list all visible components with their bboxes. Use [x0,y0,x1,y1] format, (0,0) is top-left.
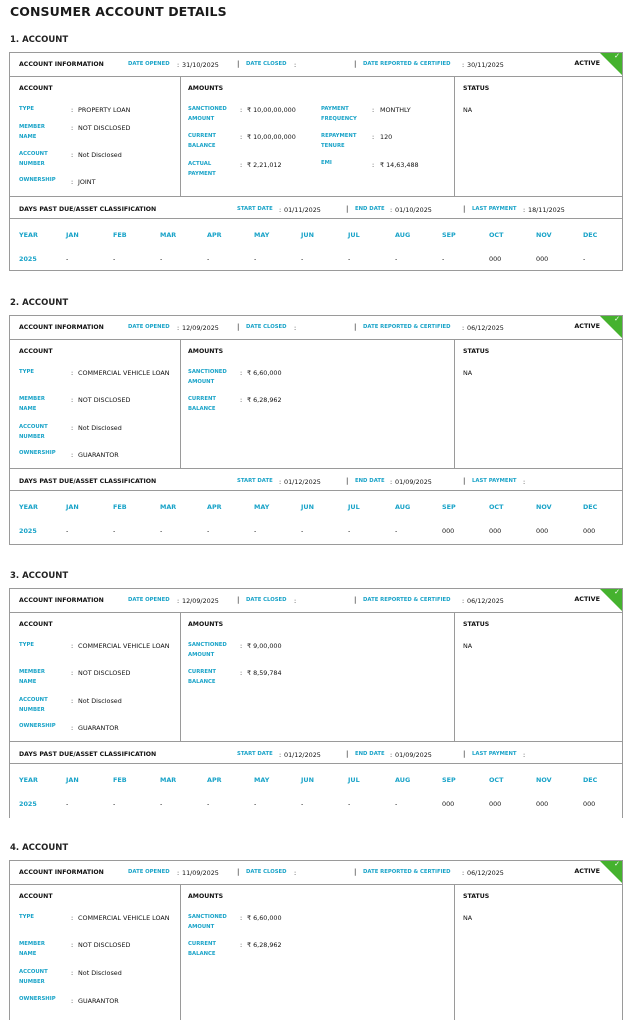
dpd-cell: - [301,800,304,808]
member-name-label: MEMBER NAME [19,669,45,685]
month-header: FEB [113,503,127,511]
ownership-label: OWNERSHIP [19,996,56,1002]
status-value: NA [463,642,473,650]
date-opened-label: DATE OPENED [128,869,170,875]
account-info-title: ACCOUNT INFORMATION [19,324,104,331]
member-name-label: MEMBER NAME [19,396,45,412]
column-divider [180,885,181,1020]
month-header: NOV [536,503,552,511]
month-header: JAN [66,776,79,784]
dpd-months-table [10,492,622,542]
end-date-value: 01/09/2025 [395,478,432,486]
section-heading: 2. ACCOUNT [10,298,69,308]
dpd-title: DAYS PAST DUE/ASSET CLASSIFICATION [19,478,157,485]
check-icon: ✓ [614,588,620,596]
last-payment-label: LAST PAYMENT [472,478,517,484]
start-date-label: START DATE [237,206,273,212]
sanctioned-amount-label: SANCTIONED AMOUNT [188,369,227,385]
status-badge: ACTIVE [574,595,600,603]
amounts-column-title: AMOUNTS [188,893,224,900]
dpd-cell: 000 [583,527,596,535]
date-reported-label: DATE REPORTED & CERTIFIED [363,597,451,603]
type-value: COMMERCIAL VEHICLE LOAN [78,914,170,922]
dpd-months-table [10,765,622,815]
amounts-column-title: AMOUNTS [188,348,224,355]
month-header: SEP [442,503,456,511]
month-header: JUL [348,231,360,239]
month-header: FEB [113,776,127,784]
status-badge: ACTIVE [574,322,600,330]
month-header: MAR [160,231,177,239]
year-value: 2025 [19,800,37,808]
date-closed-label: DATE CLOSED [246,869,287,875]
account-column-title: ACCOUNT [19,85,53,92]
month-header: JAN [66,231,79,239]
current-balance-value: ₹ 10,00,00,000 [247,133,296,141]
dpd-header-row: DAYS PAST DUE/ASSET CLASSIFICATION START DATE : 01/12/2025 | END DATE : 01/09/2025 | LAST PAYMENT : [10,742,622,764]
dpd-cell: 000 [536,255,549,263]
date-opened-value: 12/09/2025 [182,597,219,605]
column-divider [180,340,181,468]
current-balance-label: CURRENT BALANCE [188,396,217,412]
month-header: OCT [489,503,504,511]
ownership-value: GUARANTOR [78,451,119,459]
dpd-cell: - [113,527,116,535]
account-number-label: ACCOUNT NUMBER [19,424,48,440]
date-reported-value: 06/12/2025 [467,324,504,332]
date-closed-label: DATE CLOSED [246,324,287,330]
dpd-cell: - [160,527,163,535]
start-date-value: 01/11/2025 [284,206,321,214]
last-payment-label: LAST PAYMENT [472,206,517,212]
status-value: NA [463,369,473,377]
type-value: COMMERCIAL VEHICLE LOAN [78,642,170,650]
member-name-value: NOT DISCLOSED [78,941,131,949]
sanctioned-amount-label: SANCTIONED AMOUNT [188,914,227,930]
status-column-title: STATUS [463,893,490,900]
status-value: NA [463,106,473,114]
ownership-value: GUARANTOR [78,997,119,1005]
dpd-cell: - [395,800,398,808]
start-date-label: START DATE [237,478,273,484]
account-number-value: Not Disclosed [78,424,122,432]
account-info-row: ACCOUNT INFORMATION DATE OPENED : 31/10/2025 | DATE CLOSED : | DATE REPORTED & CERTIFIED : 30/11/2025 ACTIVE ✓ [10,53,622,77]
column-divider [454,77,455,196]
month-header: AUG [395,776,411,784]
month-header: FEB [113,231,127,239]
repayment-tenure-label: REPAYMENT TENURE [321,133,357,149]
start-date-value: 01/12/2025 [284,478,321,486]
dpd-cell: - [113,800,116,808]
member-name-value: NOT DISCLOSED [78,669,131,677]
dpd-cell: - [254,255,257,263]
date-reported-label: DATE REPORTED & CERTIFIED [363,324,451,330]
date-opened-label: DATE OPENED [128,324,170,330]
month-header: MAY [254,503,270,511]
sanctioned-amount-value: ₹ 6,60,000 [247,369,282,377]
account-column-title: ACCOUNT [19,348,53,355]
account-number-value: Not Disclosed [78,969,122,977]
dpd-cell: - [348,800,351,808]
check-icon: ✓ [614,315,620,323]
sanctioned-amount-value: ₹ 6,60,000 [247,914,282,922]
year-value: 2025 [19,527,37,535]
column-divider [180,77,181,196]
dpd-cell: - [160,800,163,808]
dpd-cell: - [442,255,445,263]
account-card [9,315,623,545]
emi-value: ₹ 14,63,488 [380,161,419,169]
date-reported-value: 06/12/2025 [467,869,504,877]
dpd-cell: 000 [489,527,502,535]
payment-frequency-value: MONTHLY [380,106,411,114]
dpd-cell: - [395,255,398,263]
type-label: TYPE [19,369,34,375]
current-balance-value: ₹ 8,59,784 [247,669,282,677]
member-name-value: NOT DISCLOSED [78,124,131,132]
account-number-value: Not Disclosed [78,697,122,705]
column-divider [180,613,181,741]
month-header: DEC [583,776,598,784]
emi-label: EMI [321,160,332,166]
account-body: ACCOUNT AMOUNTS STATUS TYPE : COMMERCIAL VEHICLE LOAN MEMBER NAME : NOT DISCLOSED ACCOUNT NUMBER : Not Disclosed OWNERSHIP : GUARANTOR SANCTIONED AMOUNT : ₹ 9,00,000 CURRENT BALANCE : ₹ 8,59,784 NA [10,613,622,742]
date-opened-label: DATE OPENED [128,597,170,603]
account-body: ACCOUNT AMOUNTS STATUS TYPE : COMMERCIAL VEHICLE LOAN MEMBER NAME : NOT DISCLOSED ACCOUNT NUMBER : Not Disclosed OWNERSHIP : GUARANTOR SANCTIONED AMOUNT : ₹ 6,60,000 CURRENT BALANCE : ₹ 6,28,962 NA [10,885,622,1020]
current-balance-label: CURRENT BALANCE [188,669,217,685]
member-name-value: NOT DISCLOSED [78,396,131,404]
year-value: 2025 [19,255,37,263]
dpd-cell: - [348,527,351,535]
section-heading: 3. ACCOUNT [10,571,69,581]
account-info-row: ACCOUNT INFORMATION DATE OPENED : 12/09/2025 | DATE CLOSED : | DATE REPORTED & CERTIFIED : 06/12/2025 ACTIVE ✓ [10,316,622,340]
check-icon: ✓ [614,52,620,60]
year-header: YEAR [19,503,38,511]
account-card [9,52,623,271]
dpd-cell: - [113,255,116,263]
column-divider [454,613,455,741]
repayment-tenure-value: 120 [380,133,393,141]
dpd-cell: 000 [583,800,596,808]
status-column-title: STATUS [463,348,490,355]
ownership-value: GUARANTOR [78,724,119,732]
date-reported-label: DATE REPORTED & CERTIFIED [363,869,451,875]
last-payment-value: 18/11/2025 [528,206,565,214]
account-info-title: ACCOUNT INFORMATION [19,61,104,68]
month-header: AUG [395,503,411,511]
month-header: APR [207,503,222,511]
date-closed-label: DATE CLOSED [246,597,287,603]
last-payment-label: LAST PAYMENT [472,751,517,757]
page-title: CONSUMER ACCOUNT DETAILS [10,4,227,19]
sanctioned-amount-label: SANCTIONED AMOUNT [188,106,227,122]
dpd-cell: - [160,255,163,263]
account-info-row: ACCOUNT INFORMATION DATE OPENED : 12/09/2025 | DATE CLOSED : | DATE REPORTED & CERTIFIED : 06/12/2025 ACTIVE ✓ [10,589,622,613]
account-column-title: ACCOUNT [19,893,53,900]
ownership-label: OWNERSHIP [19,450,56,456]
type-value: COMMERCIAL VEHICLE LOAN [78,369,170,377]
account-info-row: ACCOUNT INFORMATION DATE OPENED : 11/09/2025 | DATE CLOSED : | DATE REPORTED & CERTIFIED : 06/12/2025 ACTIVE ✓ [10,861,622,885]
member-name-label: MEMBER NAME [19,941,45,957]
dpd-cell: - [301,527,304,535]
month-header: MAY [254,231,270,239]
month-header: SEP [442,776,456,784]
month-header: APR [207,231,222,239]
date-reported-label: DATE REPORTED & CERTIFIED [363,61,451,67]
date-reported-value: 06/12/2025 [467,597,504,605]
dpd-cell: - [66,527,69,535]
end-date-value: 01/09/2025 [395,751,432,759]
dpd-cell: - [348,255,351,263]
current-balance-label: CURRENT BALANCE [188,941,217,957]
status-badge: ACTIVE [574,867,600,875]
month-header: SEP [442,231,456,239]
month-header: MAY [254,776,270,784]
member-name-label: MEMBER NAME [19,124,45,140]
dpd-cell: - [254,800,257,808]
ownership-value: JOINT [78,178,96,186]
dpd-cell: 000 [536,800,549,808]
month-header: JUL [348,503,360,511]
account-column-title: ACCOUNT [19,621,53,628]
end-date-label: END DATE [355,206,385,212]
actual-payment-label: ACTUAL PAYMENT [188,161,216,177]
type-label: TYPE [19,914,34,920]
account-info-title: ACCOUNT INFORMATION [19,869,104,876]
dpd-cell: 000 [489,800,502,808]
month-header: MAR [160,776,177,784]
end-date-value: 01/10/2025 [395,206,432,214]
dpd-cell: - [395,527,398,535]
account-body: ACCOUNT AMOUNTS STATUS TYPE : PROPERTY LOAN MEMBER NAME : NOT DISCLOSED ACCOUNT NUMBER : Not Disclosed OWNERSHIP : JOINT SANCTIONED AMOUNT : ₹ 10,00,00,000 CURRENT BALANCE : ₹ 10,00,00,000 ACTUAL PAYMENT : ₹ 2,21,012 PAYMENT FREQUENCY : MONTHLY REPAYMENT TENURE : 120 EMI : ₹ 14,63,488 NA [10,77,622,197]
month-header: OCT [489,776,504,784]
account-number-label: ACCOUNT NUMBER [19,151,48,167]
dpd-title: DAYS PAST DUE/ASSET CLASSIFICATION [19,751,157,758]
start-date-label: START DATE [237,751,273,757]
dpd-cell: - [66,800,69,808]
account-card [9,860,623,1020]
account-body: ACCOUNT AMOUNTS STATUS TYPE : COMMERCIAL VEHICLE LOAN MEMBER NAME : NOT DISCLOSED ACCOUNT NUMBER : Not Disclosed OWNERSHIP : GUARANTOR SANCTIONED AMOUNT : ₹ 6,60,000 CURRENT BALANCE : ₹ 6,28,962 NA [10,340,622,469]
dpd-cell: 000 [442,527,455,535]
dpd-cell: 000 [442,800,455,808]
status-value: NA [463,914,473,922]
dpd-title: DAYS PAST DUE/ASSET CLASSIFICATION [19,206,157,213]
dpd-header-row: DAYS PAST DUE/ASSET CLASSIFICATION START DATE : 01/12/2025 | END DATE : 01/09/2025 | LAST PAYMENT : [10,469,622,491]
dpd-cell: - [207,255,210,263]
amounts-column-title: AMOUNTS [188,85,224,92]
dpd-cell: - [207,800,210,808]
current-balance-value: ₹ 6,28,962 [247,396,282,404]
column-divider [454,340,455,468]
dpd-cell: - [66,255,69,263]
current-balance-label: CURRENT BALANCE [188,133,217,149]
dpd-cell: - [583,255,586,263]
account-info-title: ACCOUNT INFORMATION [19,597,104,604]
month-header: OCT [489,231,504,239]
account-number-label: ACCOUNT NUMBER [19,969,48,985]
date-opened-value: 12/09/2025 [182,324,219,332]
month-header: NOV [536,776,552,784]
dpd-header-row: DAYS PAST DUE/ASSET CLASSIFICATION START DATE : 01/11/2025 | END DATE : 01/10/2025 | LAST PAYMENT : 18/11/2025 [10,197,622,219]
check-icon: ✓ [614,860,620,868]
column-divider [454,885,455,1020]
sanctioned-amount-value: ₹ 9,00,000 [247,642,282,650]
start-date-value: 01/12/2025 [284,751,321,759]
date-opened-label: DATE OPENED [128,61,170,67]
month-header: JUN [301,776,314,784]
dpd-cell: - [254,527,257,535]
dpd-cell: - [301,255,304,263]
sanctioned-amount-value: ₹ 10,00,00,000 [247,106,296,114]
month-header: MAR [160,503,177,511]
end-date-label: END DATE [355,751,385,757]
type-value: PROPERTY LOAN [78,106,131,114]
end-date-label: END DATE [355,478,385,484]
actual-payment-value: ₹ 2,21,012 [247,161,282,169]
dpd-cell: 000 [489,255,502,263]
type-label: TYPE [19,106,34,112]
section-heading: 4. ACCOUNT [10,843,69,853]
type-label: TYPE [19,642,34,648]
dpd-cell: - [207,527,210,535]
status-column-title: STATUS [463,85,490,92]
account-number-label: ACCOUNT NUMBER [19,697,48,713]
ownership-label: OWNERSHIP [19,723,56,729]
month-header: APR [207,776,222,784]
sanctioned-amount-label: SANCTIONED AMOUNT [188,642,227,658]
account-card [9,588,623,818]
dpd-cell: 000 [536,527,549,535]
ownership-label: OWNERSHIP [19,177,56,183]
section-heading: 1. ACCOUNT [10,35,69,45]
month-header: JUN [301,503,314,511]
account-number-value: Not Disclosed [78,151,122,159]
month-header: DEC [583,503,598,511]
dpd-months-table [10,220,622,270]
month-header: JAN [66,503,79,511]
year-header: YEAR [19,776,38,784]
date-opened-value: 11/09/2025 [182,869,219,877]
month-header: JUN [301,231,314,239]
status-column-title: STATUS [463,621,490,628]
month-header: DEC [583,231,598,239]
payment-frequency-label: PAYMENT FREQUENCY [321,106,357,122]
date-opened-value: 31/10/2025 [182,61,219,69]
status-badge: ACTIVE [574,59,600,67]
year-header: YEAR [19,231,38,239]
amounts-column-title: AMOUNTS [188,621,224,628]
date-reported-value: 30/11/2025 [467,61,504,69]
month-header: NOV [536,231,552,239]
month-header: AUG [395,231,411,239]
month-header: JUL [348,776,360,784]
current-balance-value: ₹ 6,28,962 [247,941,282,949]
date-closed-label: DATE CLOSED [246,61,287,67]
